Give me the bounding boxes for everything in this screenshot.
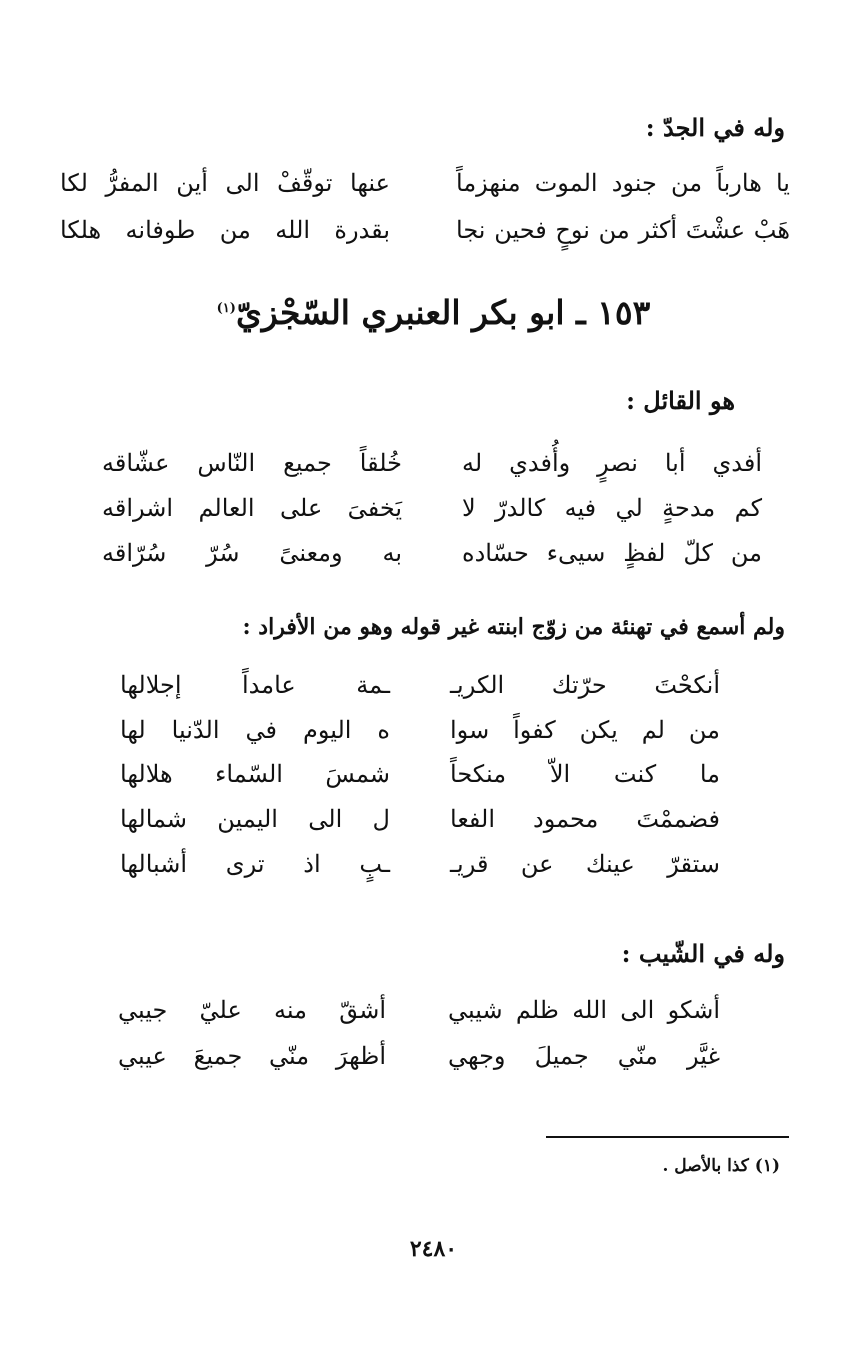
verse-first-hemistich: غيَّر منّي جميلَ وجهي (448, 1042, 720, 1070)
verse-line (102, 488, 762, 528)
verse-second-hemistich: شمسَ السّماء هلالها (120, 760, 390, 788)
verse-line (60, 210, 790, 250)
verse-line (118, 1036, 720, 1076)
verse-second-hemistich: ل الى اليمين شمالها (120, 805, 390, 833)
verse-line (120, 844, 720, 884)
verse-first-hemistich: ما كنت الاّ منكحاً (450, 760, 720, 788)
verse-first-hemistich: كم مدحةٍ لي فيه كالدرّ لا (462, 494, 762, 522)
entry-heading (0, 293, 867, 332)
verse-first-hemistich: هَبْ عشْتَ أكثر من نوحٍ فحين نجا (456, 216, 790, 244)
verse-first-hemistich: ستقرّ عينك عن قريـ (450, 850, 720, 878)
verse-line (120, 799, 720, 839)
verse-first-hemistich: أنكحْتَ حرّتك الكريـ (450, 671, 720, 699)
verse-first-hemistich: من كلّ لفظٍ سيىء حسّاده (462, 539, 762, 567)
footnote-rule (546, 1136, 789, 1138)
section-intro: وله في الشّيب : (621, 939, 785, 968)
verse-line (118, 990, 720, 1030)
verse-second-hemistich: ـمة عامداً إجلالها (120, 671, 390, 699)
section-intro: وله في الجدّ : (645, 113, 785, 142)
verse-first-hemistich: من لم يكن كفواً سوا (450, 716, 720, 744)
verse-second-hemistich: بقدرة الله من طوفانه هلكا (60, 216, 390, 244)
verse-second-hemistich: عنها توقّفْ الى أين المفرُّ لكا (60, 169, 390, 197)
section-intro: ولم أسمع في تهنئة من زوّج ابنته غير قوله وهو من الأفراد : (242, 614, 785, 640)
verse-first-hemistich: أفدي أبا نصرٍ وأُفدي له (462, 449, 762, 477)
verse-line (60, 163, 790, 203)
verse-first-hemistich: أشكو الى الله ظلم شيبي (448, 996, 720, 1024)
verse-second-hemistich: ه اليوم في الدّنيا لها (120, 716, 390, 744)
verse-second-hemistich: أظهرَ منّي جميعَ عيبي (118, 1042, 386, 1070)
verse-second-hemistich: ـبٍ اذ ترى أشبالها (120, 850, 390, 878)
verse-line (102, 443, 762, 483)
verse-second-hemistich: به ومعنىً سُرّ سُرّاقه (102, 539, 402, 567)
verse-line (120, 665, 720, 705)
section-intro: هو القائل : (626, 386, 735, 415)
verse-second-hemistich: أشقّ منه عليّ جيبي (118, 996, 386, 1024)
footnote-marker: (١) (216, 301, 236, 316)
verse-second-hemistich: خُلقاً جميع النّاس عشّاقه (102, 449, 402, 477)
page-number: ٢٤٨٠ (409, 1236, 458, 1262)
entry-heading-title: ١٥٣ ـ ابو بكر العنبري السّجْزيّ (235, 293, 651, 332)
verse-line (102, 533, 762, 573)
verse-first-hemistich: فضممْتَ محمود الفعا (450, 805, 720, 833)
verse-line (120, 710, 720, 750)
footnote: (١) كذا بالأصل . (662, 1156, 780, 1176)
verse-first-hemistich: يا هارباً من جنود الموت منهزماً (456, 169, 790, 197)
verse-line (120, 754, 720, 794)
verse-second-hemistich: يَخفىَ على العالم اشراقه (102, 494, 402, 522)
